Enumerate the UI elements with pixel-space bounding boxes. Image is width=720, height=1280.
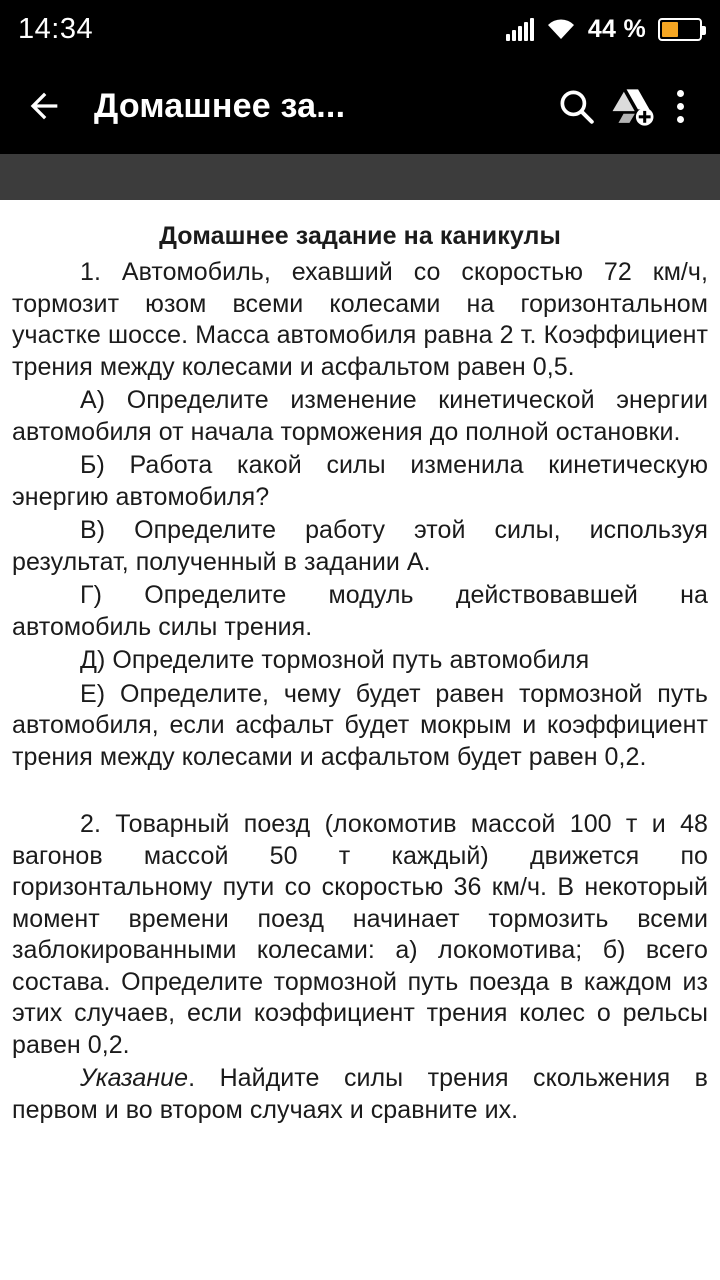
battery-icon xyxy=(658,18,702,41)
document-body xyxy=(0,200,720,1126)
wifi-icon xyxy=(546,17,576,41)
document-paragraph: 1. Автомобиль, ехавший со скоростью 72 км/ч, тормозит юзом всеми колесами на горизонтальном участке шоссе. Масса автомобиля равна 2 т. Коэффициент трения между колесами и асфальтом равен 0,5. xyxy=(12,258,708,381)
document-paragraph: А) Определите изменение кинетической энергии автомобиля от начала торможения до полной остановки. xyxy=(12,386,708,446)
document-hint-paragraph xyxy=(12,1063,708,1126)
battery-percent-label: 44 % xyxy=(587,14,646,43)
document-hint-text: . Найдите силы трения скольжения в первом и во втором случаях и сравните их. xyxy=(12,1064,708,1124)
search-icon[interactable] xyxy=(548,78,604,134)
document-paragraph: Г) Определите модуль действовавшей на автомобиль силы трения. xyxy=(12,581,708,641)
status-icons xyxy=(506,15,702,44)
more-vert-icon[interactable] xyxy=(660,78,700,134)
status-clock: 14:34 xyxy=(18,12,94,45)
battery-fill xyxy=(662,22,678,37)
google-drive-add-icon[interactable] xyxy=(604,78,660,134)
document-hint-label: Указание xyxy=(80,1064,189,1092)
document-paragraph: В) Определите работу этой силы, используя результат, полученный в задании А. xyxy=(12,516,708,576)
document-paragraph: 2. Товарный поезд (локомотив массой 100 т и 48 вагонов массой 50 т каждый) движется по горизонтальному пути со скоростью 36 км/ч. В некоторый момент времени поезд начинает тормозить всеми заблокированными колесами: а) локомотива; б) всего состава. Определите тормозной путь поезда в каждом из этих случаев, если коэффициент трения колес о рельсы равен 0,2. xyxy=(12,810,708,1059)
document-paragraph: Б) Работа какой силы изменила кинетическую энергию автомобиля? xyxy=(12,451,708,511)
toolbar-divider-strip xyxy=(0,154,720,200)
document-paragraph: Е) Определите, чему будет равен тормозной путь автомобиля, если асфальт будет мокрым и коэффициент трения между колесами и асфальтом будет равен 0,2. xyxy=(12,679,708,771)
app-bar xyxy=(0,58,720,154)
page-title: Домашнее за... xyxy=(94,86,346,125)
document-title: Домашнее задание на каникулы xyxy=(159,222,561,250)
arrow-back-icon[interactable] xyxy=(20,82,68,130)
signal-bars-icon xyxy=(506,17,534,41)
status-bar xyxy=(0,0,720,58)
document-paragraph: Д) Определите тормозной путь автомобиля xyxy=(80,646,590,674)
